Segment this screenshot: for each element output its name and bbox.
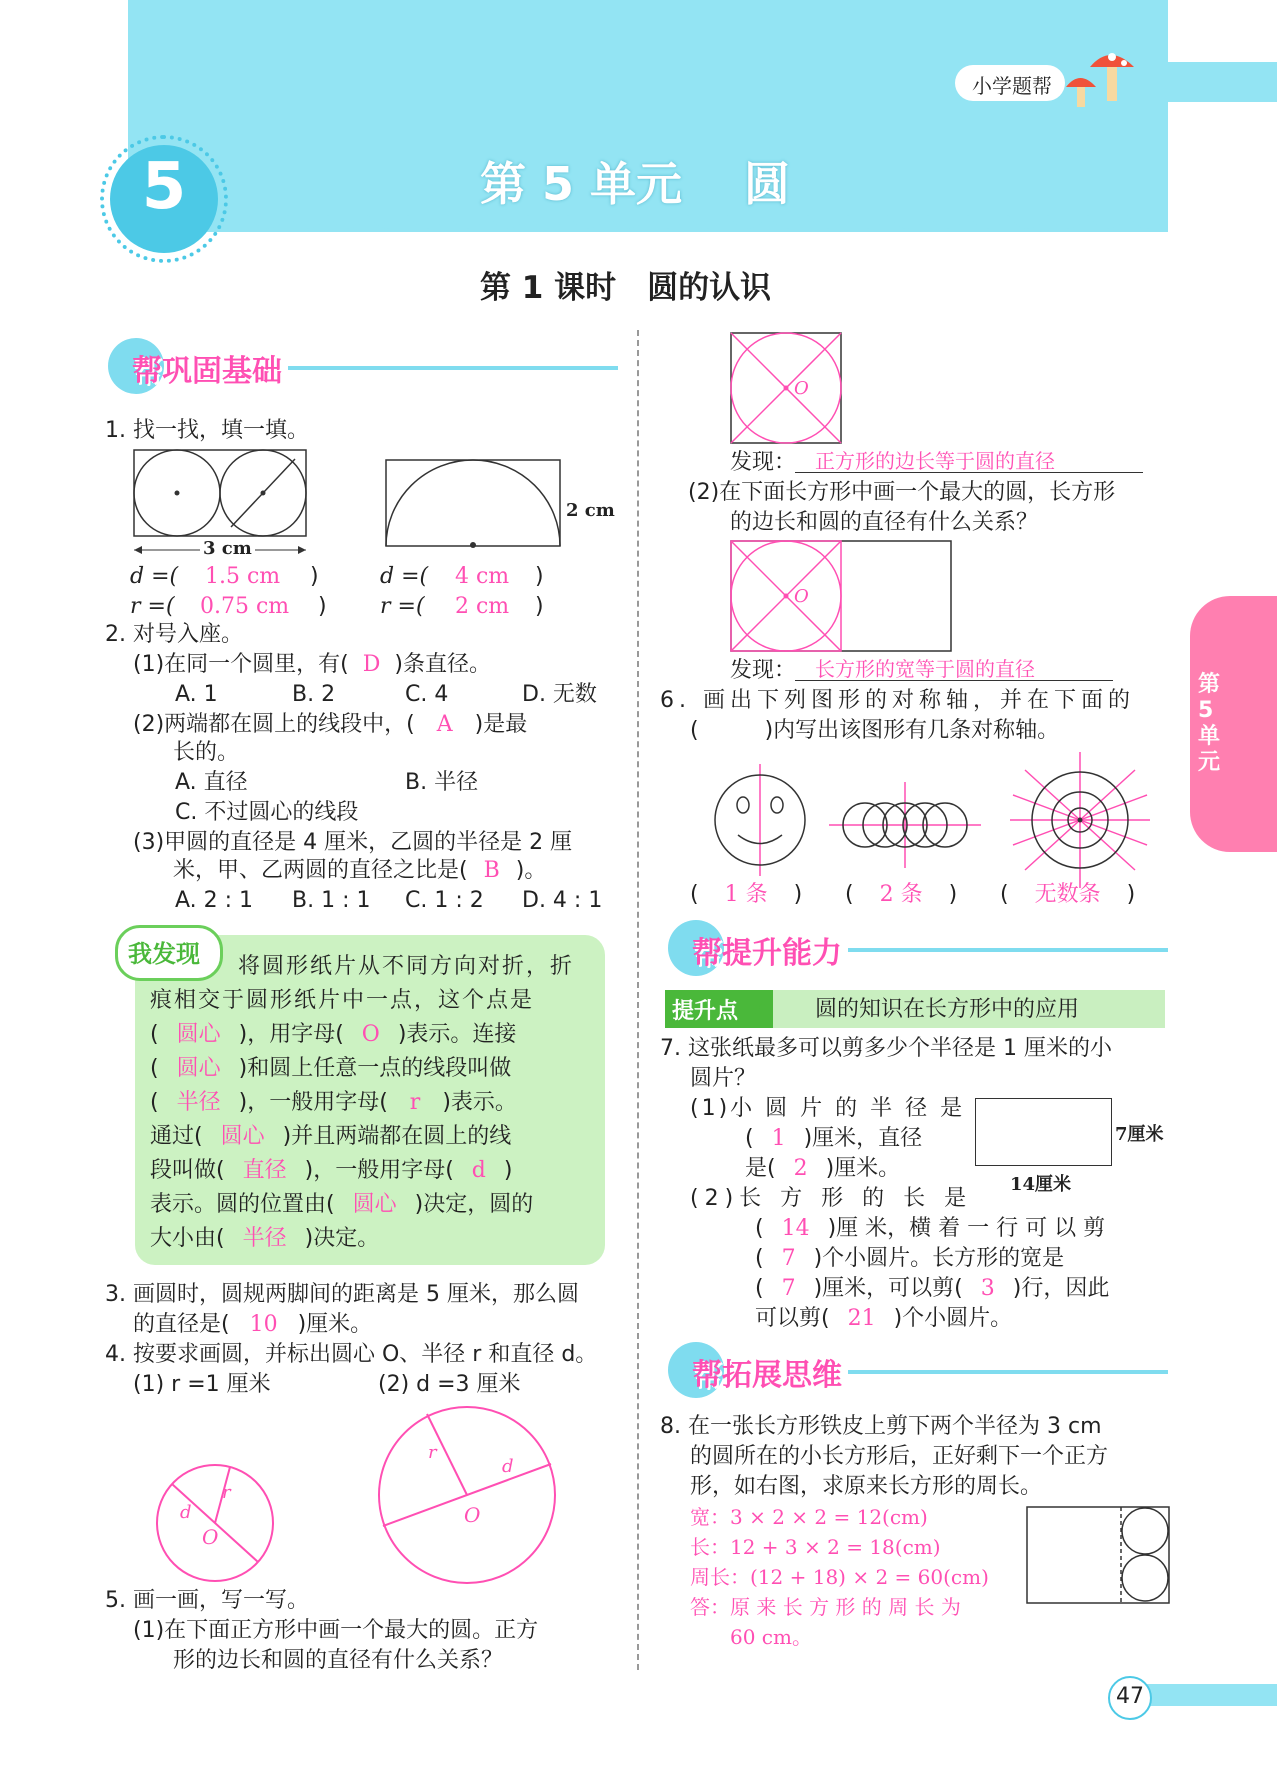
q7-answer-2: 2: [793, 1156, 808, 1181]
page-number-strip: [1145, 1684, 1277, 1706]
brand-name: 小学题帮: [972, 74, 1052, 98]
q6-blank-1: ( 1 条 ): [690, 882, 803, 907]
side-tab-label: 第5单元: [1198, 672, 1221, 775]
q7-answer-7: 21: [847, 1306, 876, 1331]
q1-answer-r1: 0.75 cm: [200, 594, 290, 619]
q2-p1-opt-c: C. 4: [405, 682, 449, 707]
q4-c2-center-label: O: [464, 1503, 481, 1527]
q2-p3-opt-a: A. 2 : 1: [175, 888, 254, 913]
q6-concentric-circles-figure: [1005, 750, 1155, 890]
discover-line-5: ( 半径 )，一般用字母( r )表示。: [150, 1090, 517, 1115]
q1-d-label-1: d =(: [130, 564, 179, 589]
q2-p1-opt-b: B. 2: [292, 682, 336, 707]
q1-r-label-1: r =(: [130, 594, 175, 619]
unit-number: 5: [141, 150, 187, 224]
q2-p2-opt-c: C. 不过圆心的线段: [175, 800, 359, 825]
discover-line-4: ( 圆心 )和圆上任意一点的线段叫做: [150, 1056, 512, 1081]
mushroom-icon: [1060, 45, 1150, 115]
q7-width-label: 14厘米: [1010, 1174, 1072, 1195]
q2-p3-opt-d: D. 4 : 1: [522, 888, 603, 913]
q8-step-3: 周长：(12 + 18) × 2 = 60(cm): [690, 1565, 989, 1589]
q7-p1-line2: ( 1 )厘米，直径: [745, 1126, 923, 1151]
q5-title: 5. 画一画，写一写。: [105, 1588, 309, 1613]
q7-answer-5: 7: [781, 1276, 796, 1301]
q6-blank-3: ( 无数条 ): [1000, 882, 1136, 907]
unit-title: 第 5 单元 圆: [480, 157, 791, 211]
q5-p1-line1: (1)在下面正方形中画一个最大的圆。正方: [133, 1618, 539, 1643]
discover-line-6: 通过( 圆心 )并且两端都在圆上的线: [150, 1124, 512, 1149]
q1-answer-d1: 1.5 cm: [205, 564, 281, 589]
q6-answer-2: 2 条: [879, 882, 923, 907]
section-expand: [668, 1342, 1168, 1402]
q2-p2: (2)两端都在圆上的线段中，( A )是最: [133, 712, 528, 737]
q4-p1: (1) r =1 厘米: [133, 1372, 271, 1397]
q2-p1-opt-a: A. 1: [175, 682, 218, 707]
q6-blank-2: ( 2 条 ): [845, 882, 958, 907]
q2-p3-opt-c: C. 1 : 2: [405, 888, 484, 913]
q7-answer-4: 7: [781, 1246, 796, 1271]
q2-p3-line2: 米，甲、乙两圆的直径之比是( B )。: [173, 858, 547, 883]
q8-line3: 形，如右图，求原来长方形的周长。: [690, 1474, 1043, 1499]
q4-p2: (2) d =3 厘米: [378, 1372, 521, 1397]
q1-close-4: ): [535, 594, 544, 619]
q8-step-1: 宽：3 × 2 × 2 = 12(cm): [690, 1505, 928, 1529]
q7-height-label: 7厘米: [1115, 1124, 1164, 1145]
q7-answer-3: 14: [781, 1216, 810, 1241]
column-divider: [637, 330, 639, 1670]
lesson-title: 第 1 课时 圆的认识: [480, 270, 772, 306]
section-expand-title: 帮拓展思维: [692, 1358, 842, 1393]
q4-c1-center-label: O: [202, 1525, 219, 1549]
q2-p1: (1)在同一个圆里，有( D )条直径。: [133, 652, 491, 677]
q1-figure-semicircle: [383, 457, 563, 549]
page-number: 47: [1116, 1684, 1144, 1709]
q4-c2-diameter-label: d: [502, 1456, 514, 1477]
q8-figure: [1025, 1505, 1171, 1605]
discover-line-2: 痕相交于圆形纸片中一点，这个点是: [150, 988, 535, 1013]
wavy-edge: [128, 215, 1168, 245]
q7-p2-line3: ( 7 )个小圆片。长方形的宽是: [755, 1246, 1065, 1271]
q7-p1-line1: (1)小 圆 片 的 半 径 是: [690, 1096, 966, 1121]
q7-p2-line2: ( 14 )厘 米，横 着 一 行 可 以 剪: [755, 1216, 1106, 1241]
q5-p2-line2: 的边长和圆的直径有什么关系？: [730, 510, 1039, 535]
q1-prompt: 1. 找一找，填一填。: [105, 418, 309, 443]
q4-circle-1: [150, 1458, 280, 1588]
q8-step-2: 长：12 + 3 × 2 = 18(cm): [690, 1535, 941, 1559]
q5-square-figure: [728, 330, 844, 446]
q6-smiley-figure: [700, 760, 820, 880]
discover-line-8: 表示。圆的位置由( 圆心 )决定，圆的: [150, 1192, 534, 1217]
q8-step-4: 答：原 来 长 方 形 的 周 长 为: [690, 1595, 961, 1619]
section-ability-title: 帮提升能力: [692, 936, 842, 971]
q7-p2-line1: (2)长 方 形 的 长 是: [690, 1186, 973, 1211]
q1-answer-r2: 2 cm: [455, 594, 510, 619]
tishengdian-text: 圆的知识在长方形中的应用: [815, 997, 1080, 1022]
q2-p1-answer: D: [362, 652, 381, 677]
q8-line2: 的圆所在的小长方形后，正好剩下一个正方: [690, 1444, 1109, 1469]
q5-find-label-2: 发现：: [730, 658, 797, 683]
q2-p3-line1: (3)甲圆的直径是 4 厘米，乙圆的半径是 2 厘: [133, 830, 573, 855]
discover-line-3: ( 圆心 )，用字母( O )表示。连接: [150, 1022, 517, 1047]
q2-p2-opt-a: A. 直径: [175, 770, 248, 795]
q4-circle-2: [372, 1400, 562, 1590]
arrow-icon: ➹: [750, 994, 769, 1019]
q4-c1-radius-label: r: [222, 1482, 231, 1503]
q7-p2-line4: ( 7 )厘米，可以剪( 3 )行，因此: [755, 1276, 1110, 1301]
q6-answer-3: 无数条: [1034, 882, 1101, 907]
q2-p2-line2: 长的。: [173, 740, 240, 765]
q2-p3-answer: B: [483, 858, 500, 883]
q7-paper-rectangle: [975, 1098, 1112, 1166]
q6-line1: 6. 画出下列图形的对称轴，并在下面的: [660, 688, 1135, 713]
q3-line2: 的直径是( 10 )厘米。: [133, 1312, 373, 1337]
q1-width-label: 3 cm: [200, 538, 255, 559]
q1-close-3: ): [535, 564, 544, 589]
tishengdian-tag: 提升点: [672, 999, 739, 1024]
q5-square-center-label: O: [794, 378, 809, 399]
q1-r-label-2: r =(: [380, 594, 425, 619]
q1-close-1: ): [310, 564, 319, 589]
q1-close-2: ): [318, 594, 327, 619]
q7-p2-line5: 可以剪( 21 )个小圆片。: [755, 1306, 1013, 1331]
q6-line2: ( )内写出该图形有几条对称轴。: [690, 718, 1060, 743]
section-ability: [668, 920, 1168, 980]
q5-find-answer-1: 正方形的边长等于圆的直径: [815, 449, 1055, 473]
q7-answer-1: 1: [771, 1126, 786, 1151]
q6-three-circles-figure: [825, 780, 985, 870]
q5-p1-line2: 形的边长和圆的直径有什么关系？: [173, 1648, 504, 1673]
q5-rectangle-figure: [728, 538, 954, 654]
discover-line-1: 将圆形纸片从不同方向对折，折: [238, 954, 575, 979]
q5-p2-line1: (2)在下面长方形中画一个最大的圆，长方形: [688, 480, 1116, 505]
q2-p3-opt-b: B. 1 : 1: [292, 888, 371, 913]
q5-find-answer-2: 长方形的宽等于圆的直径: [815, 657, 1035, 681]
q7-p1-line3: 是( 2 )厘米。: [745, 1156, 901, 1181]
discover-line-7: 段叫做( 直径 )，一般用字母( d ): [150, 1158, 513, 1183]
section-basics: [108, 338, 618, 398]
q4-c1-diameter-label: d: [180, 1502, 192, 1523]
q3-line1: 3. 画圆时，圆规两脚间的距离是 5 厘米，那么圆: [105, 1282, 579, 1307]
section-basics-title: 帮巩固基础: [132, 354, 282, 389]
q2-p2-opt-b: B. 半径: [405, 770, 479, 795]
q5-rect-center-label: O: [794, 586, 809, 607]
discover-tag: 我发现: [128, 940, 200, 968]
q4-c2-radius-label: r: [428, 1442, 437, 1463]
q2-title: 2. 对号入座。: [105, 622, 243, 647]
q2-p2-answer: A: [436, 712, 453, 737]
q7-line2: 圆片？: [690, 1066, 757, 1091]
q5-find-label-1: 发现：: [730, 450, 797, 475]
q2-p1-opt-d: D. 无数: [522, 682, 597, 707]
q1-answer-d2: 4 cm: [455, 564, 510, 589]
q3-answer: 10: [249, 1312, 278, 1337]
discover-line-9: 大小由( 半径 )决定。: [150, 1226, 380, 1251]
q4-line1: 4. 按要求画圆，并标出圆心 O、半径 r 和直径 d。: [105, 1342, 598, 1367]
q8-step-5: 60 cm。: [730, 1625, 812, 1649]
q1-height-label: 2 cm: [566, 500, 615, 521]
q1-d-label-2: d =(: [380, 564, 429, 589]
q7-line1: 7. 这张纸最多可以剪多少个半径是 1 厘米的小: [660, 1036, 1112, 1061]
q7-answer-6: 3: [980, 1276, 995, 1301]
q8-line1: 8. 在一张长方形铁皮上剪下两个半径为 3 cm: [660, 1414, 1102, 1439]
q6-answer-1: 1 条: [724, 882, 768, 907]
